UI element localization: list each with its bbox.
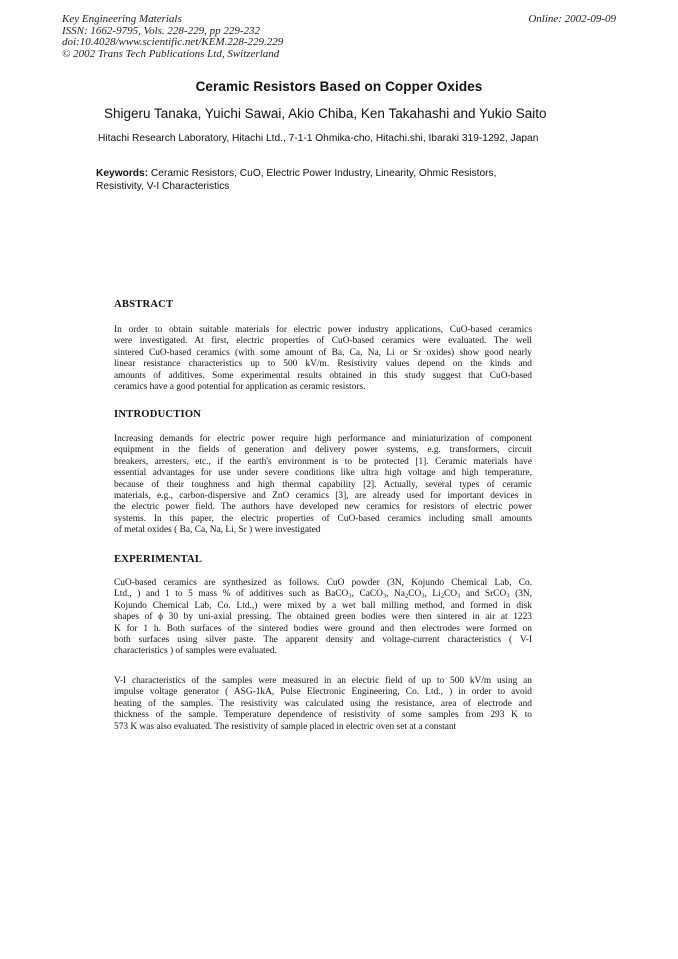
text-line: 573 K was also evaluated. The resistivity of sample placed in electric oven set at a constant	[114, 721, 457, 732]
text-line: ceramics have a good potential for application as ceramic resistors.	[114, 382, 366, 393]
text-line: because of their toughness and high thermal capability [2]. Actually, several types of ceramic	[114, 479, 532, 490]
abstract-text	[114, 325, 532, 393]
copyright-line: © 2002 Trans Tech Publications Ltd, Switzerland	[62, 47, 280, 60]
abstract-heading: ABSTRACT	[114, 299, 174, 310]
text-line: K for 1 h. Both surfaces of the sintered bodies were ground and then electrodes were formed on	[114, 623, 532, 634]
text-line: Increasing demands for electric power require high performance and miniaturization of component	[114, 434, 532, 444]
introduction-heading: INTRODUCTION	[114, 409, 202, 420]
text-line: both surfaces using silver paste. The apparent density and voltage-current characteristics ( V-I	[114, 635, 532, 646]
experimental-paragraph-2	[114, 676, 532, 733]
experimental-heading: EXPERIMENTAL	[114, 554, 203, 565]
doi-line: doi:10.4028/www.scientific.net/KEM.228-229.229	[62, 36, 284, 48]
introduction-text	[114, 434, 532, 537]
text-line: V-I characteristics of the samples were measured in an electric field of up to 500 kV/m using an	[114, 676, 532, 686]
issn-line: ISSN: 1662-9795, Vols. 228-229, pp 229-232	[62, 24, 260, 37]
text-line: thickness of the sample. Temperature dependence of resistivity of some samples from 293 K to	[114, 710, 532, 721]
journal-header	[62, 14, 622, 60]
text-line: essential advantages for use under severe conditions like ultra high voltage and high temperature,	[114, 468, 532, 479]
text-line: systems. In this paper, the electric properties of CuO-based ceramics including small amounts	[114, 513, 532, 524]
journal-name: Key Engineering Materials	[62, 13, 182, 25]
keywords-label: Keywords:	[96, 168, 149, 179]
text-line-with-formulas: Ltd., ) and 1 to 5 mass % of additives such as BaCO$_3$, CaCO$_3$, $Na_2CO_3$, $Li_2CO_3$ and SrCO$_3$ (3N,	[114, 589, 532, 600]
text-line: shapes of ϕ 30 by uni-axial pressing. The obtained green bodies were then sintered in air at 1223	[114, 612, 532, 623]
text-line: sintered CuO-based ceramics (with some amount of Ba, Ca, Na, Li or Sr oxides) show good nearly	[114, 347, 532, 358]
text-line: linear resistance characteristics up to 500 kV/m. Resistivity values depend on the kinds and	[114, 359, 532, 370]
text-line: materials, e.g., carbon-dispersive and ZnO ceramics [3], are already used for important devices in	[114, 491, 532, 502]
text-line: impulse voltage generator ( ASG-1kA, Pulse Electronic Engineering, Co. Ltd., ) in order to avoid	[114, 687, 532, 698]
text-line: characteristics ) of samples were evaluated.	[114, 646, 277, 657]
experimental-paragraph-1	[114, 578, 532, 658]
text-line: CuO-based ceramics are synthesized as follows. CuO powder (3N, Kojundo Chemical Lab, Co.	[114, 578, 532, 588]
online-date: Online: 2002-09-09	[528, 13, 616, 25]
affiliation: Hitachi Research Laboratory, Hitachi Ltd., 7-1-1 Ohmika-cho, Hitachi.shi, Ibaraki 319-1292, Japan	[98, 133, 539, 144]
text-line: amounts of additives. Some experimental results obtained in this study suggest that CuO-based	[114, 370, 532, 381]
keywords-line-2: Resistivity, V-I Characteristics	[96, 181, 230, 192]
paper-title: Ceramic Resistors Based on Copper Oxides	[195, 79, 483, 94]
text-line: the electric power field. The authors have developed new ceramics for resistors of electric power	[114, 502, 532, 513]
text-line: Kojundo Chemical Lab, Co. Ltd.,) were mixed by a wet ball milling method, and formed in disk	[114, 600, 532, 611]
text-line: In order to obtain suitable materials for electric power industry applications, CuO-based ceramics	[114, 325, 532, 335]
keywords	[96, 167, 526, 193]
text-line: breakers, arresters, etc., if the earth's environment is to be protected [1]. Ceramic materials have	[114, 456, 532, 467]
text-line: were investigated. At first, electric properties of CuO-based ceramics were evaluated. The well	[114, 336, 532, 347]
author-list: Shigeru Tanaka, Yuichi Sawai, Akio Chiba, Ken Takahashi and Yukio Saito	[104, 106, 547, 121]
text-line: of metal oxides ( Ba, Ca, Na, Li, Sr ) were investigated	[114, 525, 321, 536]
text-line: heating of the samples. The resistivity was calculated using the resistance, area of electrode and	[114, 698, 532, 709]
text-line: equipment in the fields of generation and delivery power systems, e.g. transformers, circuit	[114, 445, 532, 456]
keywords-line-1: Ceramic Resistors, CuO, Electric Power Industry, Linearity, Ohmic Resistors,	[148, 168, 497, 179]
